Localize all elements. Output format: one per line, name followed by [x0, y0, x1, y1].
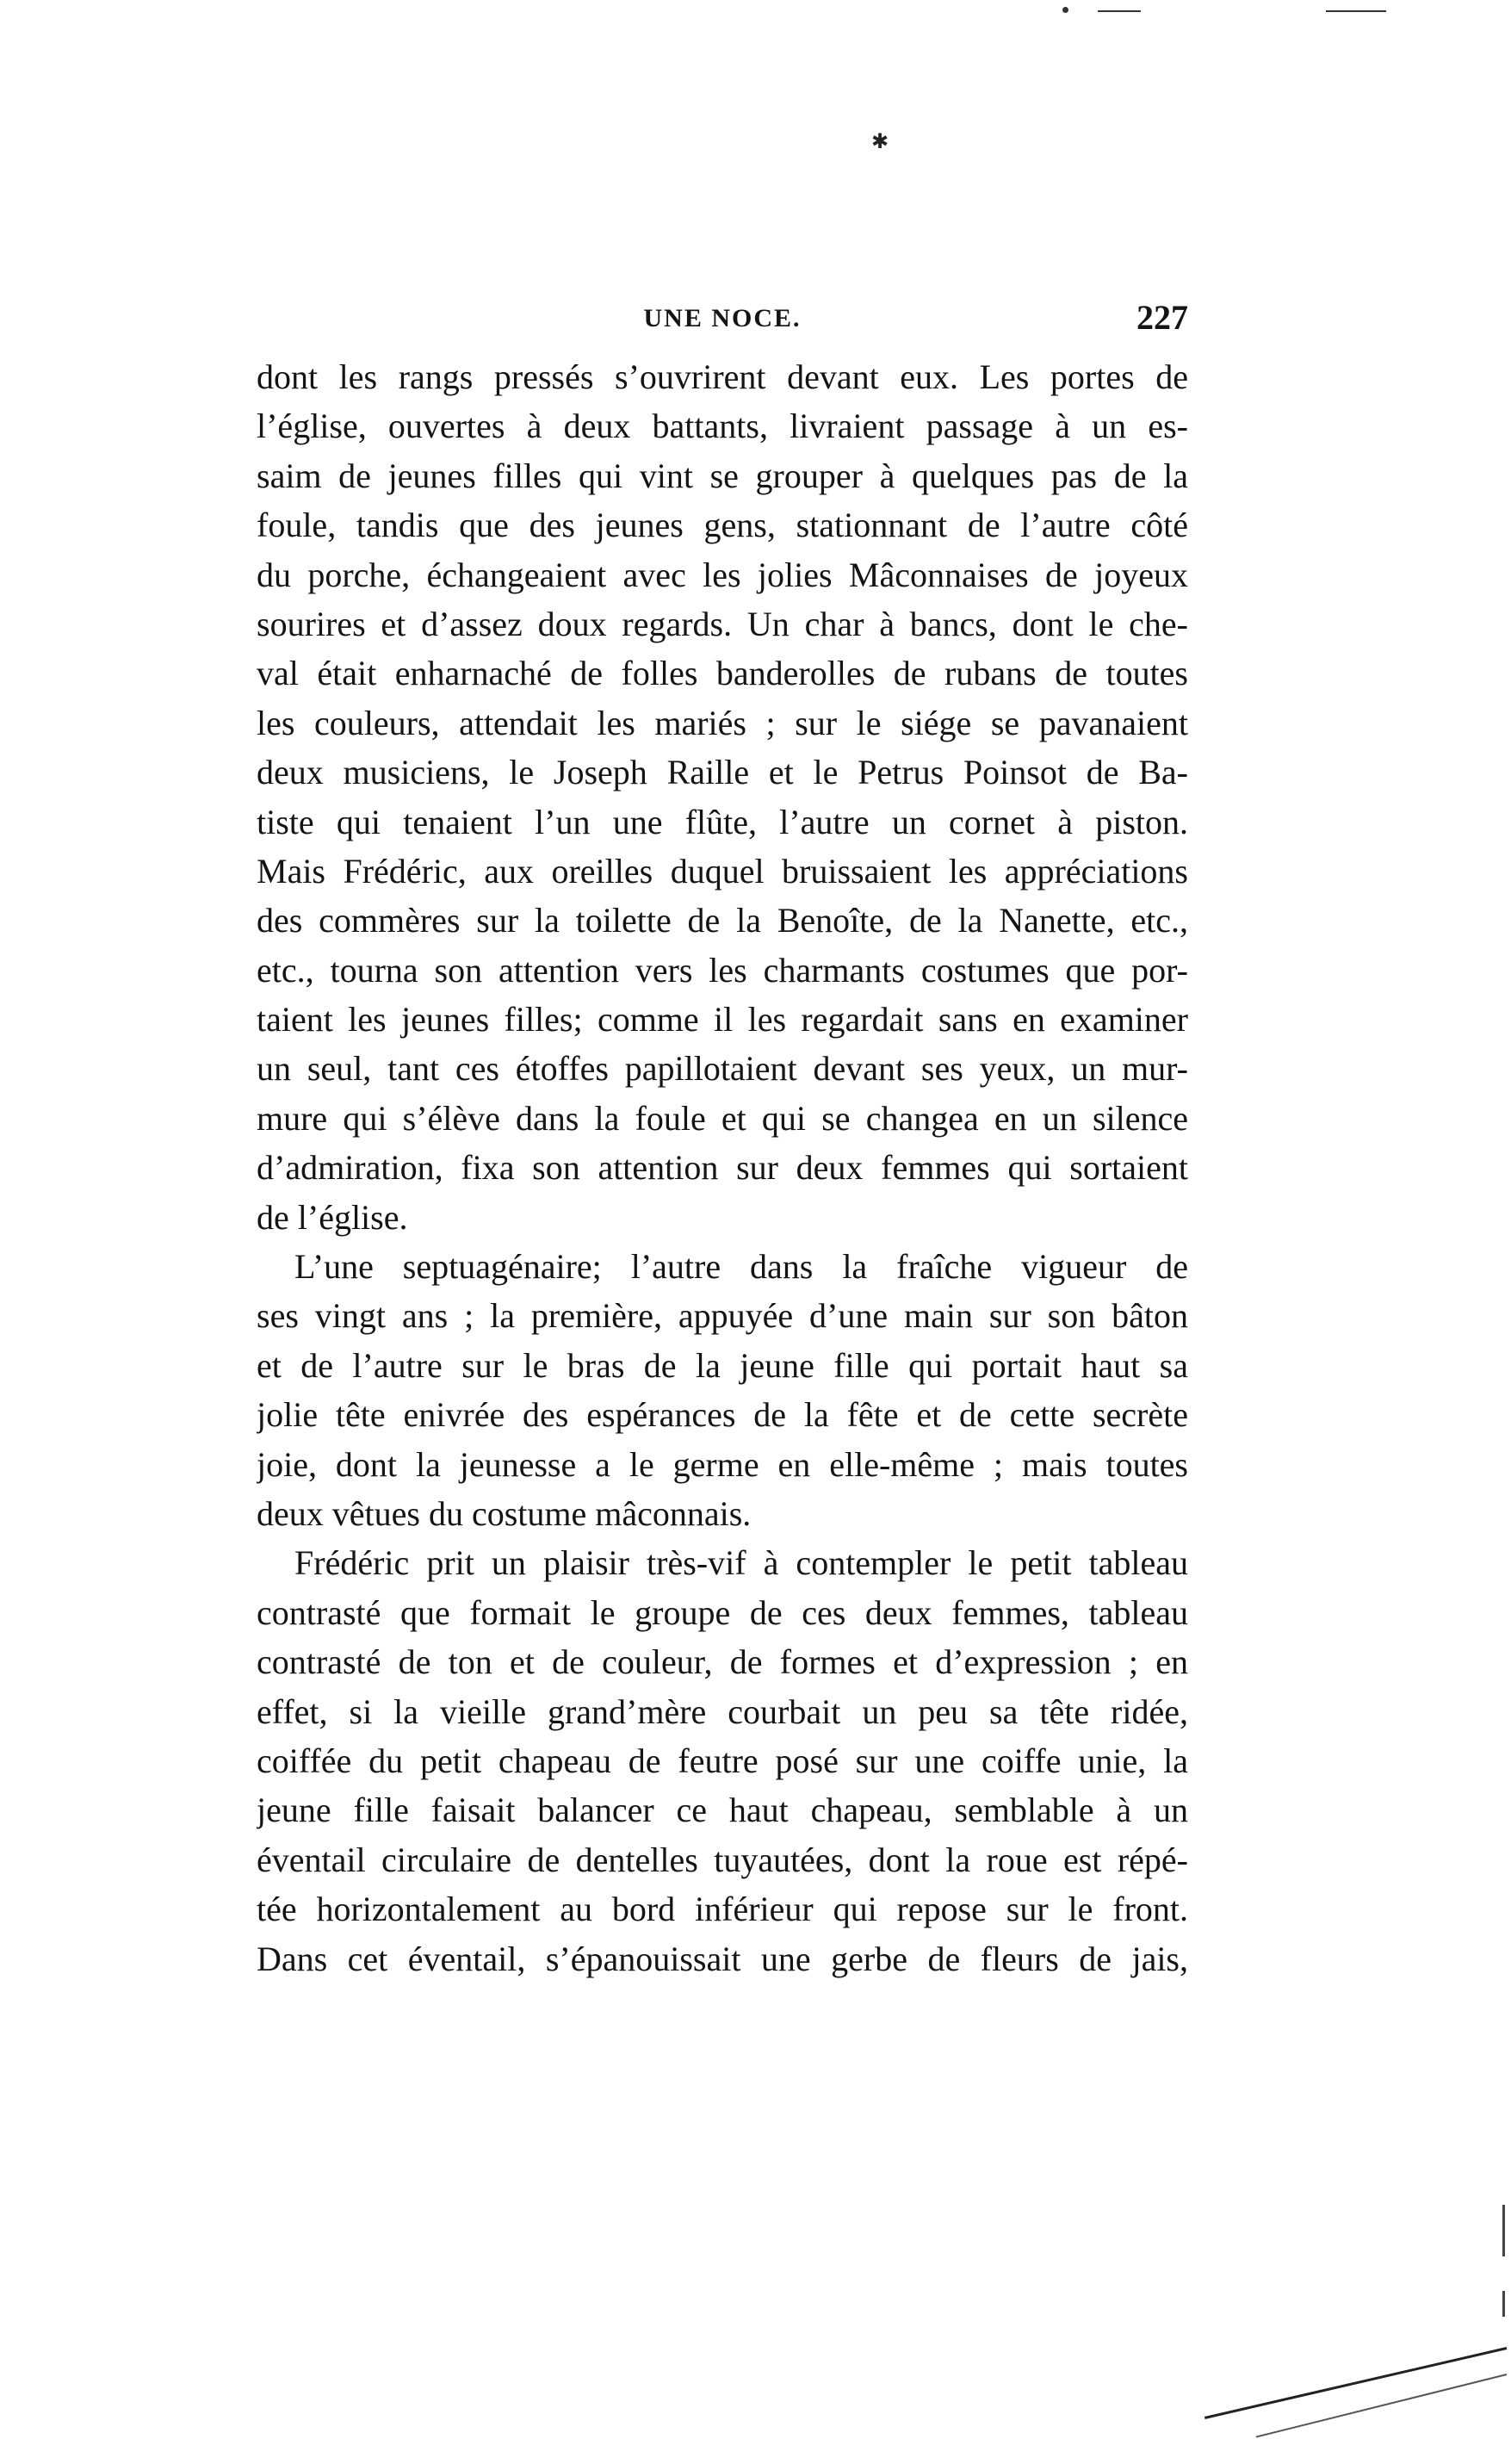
- paragraph-1: [257, 352, 1188, 1242]
- text-line: saim de jeunes filles qui vint se grouper à quelques pas de la: [257, 456, 1188, 495]
- running-title: UNE NOCE.: [643, 304, 802, 332]
- text-line: jeune fille faisait balancer ce haut chapeau, semblable à un: [257, 1791, 1188, 1830]
- text-line: joie, dont la jeunesse a le germe en elle-même ; mais toutes: [257, 1444, 1188, 1484]
- text-line: tée horizontalement au bord inférieur qui repose sur le front.: [257, 1890, 1188, 1929]
- text-line: et de l’autre sur le bras de la jeune fille qui portait haut sa: [257, 1345, 1188, 1385]
- page-number: 227: [1136, 298, 1188, 337]
- text-line: jolie tête enivrée des espérances de la fête et de cette secrète: [257, 1395, 1188, 1435]
- running-head: [257, 297, 1188, 340]
- text-line: val était enharnaché de folles banderolles de rubans de toutes: [257, 654, 1188, 693]
- text-line: du porche, échangeaient avec les jolies Mâconnaises de joyeux: [257, 555, 1188, 594]
- text-line: coiffée du petit chapeau de feutre posé sur une coiffe unie, la: [257, 1741, 1188, 1780]
- body-text: [257, 352, 1188, 1983]
- text-line: deux musiciens, le Joseph Raille et le Petrus Poinsot de Ba-: [257, 753, 1188, 792]
- paragraph-3: [257, 1538, 1188, 1983]
- text-line: les couleurs, attendait les mariés ; sur le siége se pavanaient: [257, 703, 1188, 742]
- text-line: Mais Frédéric, aux oreilles duquel bruissaient les appréciations: [257, 851, 1188, 891]
- text-line: taient les jeunes filles; comme il les regardait sans en examiner: [257, 1000, 1188, 1040]
- scan-edge-mark: [1502, 2291, 1505, 2317]
- text-line: des commères sur la toilette de la Benoîte, de la Nanette, etc.,: [257, 901, 1188, 940]
- text-line: ses vingt ans ; la première, appuyée d’une main sur son bâton: [257, 1296, 1188, 1336]
- text-line: de l’église.: [257, 1197, 408, 1237]
- text-line: Frédéric prit un plaisir très-vif à contempler le petit tableau: [294, 1543, 1188, 1583]
- text-line: dont les rangs pressés s’ouvrirent devant eux. Les portes de: [257, 357, 1188, 396]
- text-line: contrasté que formait le groupe de ces deux femmes, tableau: [257, 1592, 1188, 1632]
- text-line: deux vêtues du costume mâconnais.: [257, 1493, 752, 1533]
- text-line: effet, si la vieille grand’mère courbait un peu sa tête ridée,: [257, 1691, 1188, 1731]
- text-line: d’admiration, fixa son attention sur deux femmes qui sortaient: [257, 1148, 1188, 1188]
- scan-edge-mark: [1502, 2205, 1505, 2256]
- asterisk-mark-icon: ✱: [871, 131, 889, 153]
- text-line: etc., tourna son attention vers les charmants costumes que por-: [257, 950, 1188, 990]
- text-line: contrasté de ton et de couleur, de formes et d’expression ; en: [257, 1642, 1188, 1682]
- text-line: l’église, ouvertes à deux battants, livraient passage à un es-: [257, 407, 1188, 446]
- scan-stroke: [1204, 2347, 1507, 2419]
- ink-speck: [1062, 7, 1068, 13]
- text-line: un seul, tant ces étoffes papillotaient devant ses yeux, un mur-: [257, 1049, 1188, 1089]
- text-line: mure qui s’élève dans la foule et qui se changea en un silence: [257, 1098, 1188, 1138]
- text-line: Dans cet éventail, s’épanouissait une gerbe de fleurs de jais,: [257, 1939, 1188, 1978]
- ink-dash: [1326, 10, 1386, 12]
- text-line: L’une septuagénaire; l’autre dans la fraîche vigueur de: [294, 1247, 1188, 1287]
- text-line: éventail circulaire de dentelles tuyautées, dont la roue est répé-: [257, 1840, 1188, 1879]
- scan-stroke: [1256, 2374, 1508, 2438]
- text-line: foule, tandis que des jeunes gens, stationnant de l’autre côté: [257, 506, 1188, 545]
- text-line: tiste qui tenaient l’un une flûte, l’autre un cornet à piston.: [257, 802, 1188, 841]
- paragraph-2: [257, 1242, 1188, 1538]
- ink-dash: [1098, 10, 1141, 12]
- text-line: sourires et d’assez doux regards. Un char à bancs, dont le che-: [257, 604, 1188, 643]
